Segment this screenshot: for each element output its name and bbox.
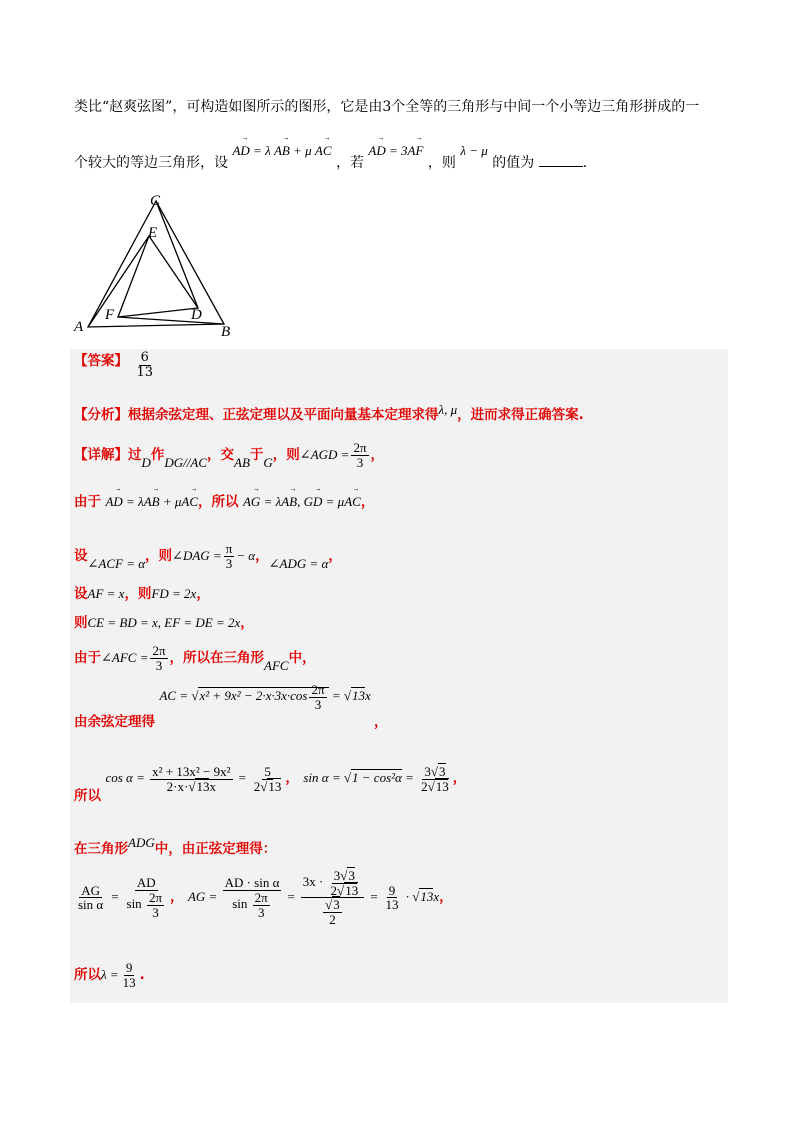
answer-row: 【答案】 $\frac{6}{13}$ [74,350,153,380]
sine-law-intro-row: 在三角形ADG中，由正弦定理得： [74,835,277,857]
lengths-row: 则CE = BD = x, EF = DE = 2x， [74,615,254,631]
question-text-d: 的值为 [492,155,535,171]
label-c: C [150,193,161,209]
triangle-figure [70,188,240,338]
question-line-1: 类比“赵爽弦图”，可构造如图所示的图形，它是由3个全等的三角形与中间一个小等边三角形拼成的一 [74,99,700,115]
question-period: . [582,155,588,171]
condition-2: A→ D = 3A→ F [368,143,423,158]
segment-bf [118,317,224,324]
lambda-row: 所以λ = $\frac{9}{13}$ . [74,960,145,990]
segment-ae [88,236,149,327]
let-x-row: 设AF = x，则FD = 2x， [74,586,210,602]
condition-1: A→ D = λ A→ B + μ A→ C [232,143,331,158]
label-f: F [105,307,115,323]
sin-alpha: sin α = √1 − cos²α = $\frac{3√3}{2√13}$ [303,764,449,794]
analysis-row: 【分析】根据余弦定理、正弦定理以及平面向量基本定理求得λ, μ，进而求得正确答案. [74,402,584,423]
cos-sin-row: 所以 cos α = $\frac{\text{x² + 13x² − 9x²}}{2\cdot x\cdot√13x}$ = $\frac{5}{2√13}$ ， sin α = √1 − cos²α = $\frac{3√3}{2√13}$ ， [74,764,467,805]
answer-panel [70,349,728,1003]
ag-value: AG = AD · sin α sin $\frac{2\pi}{3}$ = 3x · $\frac{3√3}{2√13}$ $\frac{√3}{2}$ = $\frac{9}{13}$ · √13x [187,868,440,927]
cos-alpha: cos α = $\frac{\text{x² + 13x² − 9x²}}{2\cdot x\cdot√13x}$ = $\frac{5}{2√13}$ [105,764,282,794]
label-b: B [221,324,231,338]
let-alpha-row: 设∠ACF = α，则∠DAG = $\frac{\pi}{3}$ − α，∠ADG = α， [74,541,342,572]
label-e: E [148,225,158,241]
label-a: A [74,319,84,335]
question-text-c: ，则 [427,155,456,171]
sine-law-row: $\frac{AG}{\text{sin α}}$ = AD sin $\frac{2\pi}{3}$ ， AG = AD · sin α sin $\frac{2\pi}{3}$ = 3x · $\frac{3√3}{2√13}$ $\frac{√3}{2}$ = $\frac{9}{13}$ · √13x， [74,869,453,927]
because-row: 由于 A→ D = λA→ B + μA→ C，所以 A→ G = λA→ B, G→ D = μA→ C， [74,490,374,510]
question-line-2 [74,143,588,172]
cosine-law-row: 由余弦定理得 AC = √x² + 9x² − 2·x·3x·cos $\frac{2\pi}{3}$ = √13x ， [74,682,388,731]
answer-blank [539,154,583,167]
question-text-b: ，若 [335,155,364,171]
target-expression: λ − μ [460,143,488,158]
angle-afc-row: 由于∠AFC = $\frac{2\pi}{3}$ ，所以在三角形AFC中， [74,643,316,674]
ac-expression: AC = √x² + 9x² − 2·x·3x·cos $\frac{2\pi}{3}$ = √13x [159,682,375,712]
detail-row: 【详解】过D作DG//AC，交AB于G，则∠AGD = $\frac{2\pi}{3}$ ， [74,440,385,471]
label-d: D [191,307,202,323]
ag-ratio: $\frac{AG}{\text{sin α}}$ = AD sin $\frac{2\pi}{3}$ [78,875,163,920]
question-text-a: 个较大的等边三角形，设 [74,155,228,171]
